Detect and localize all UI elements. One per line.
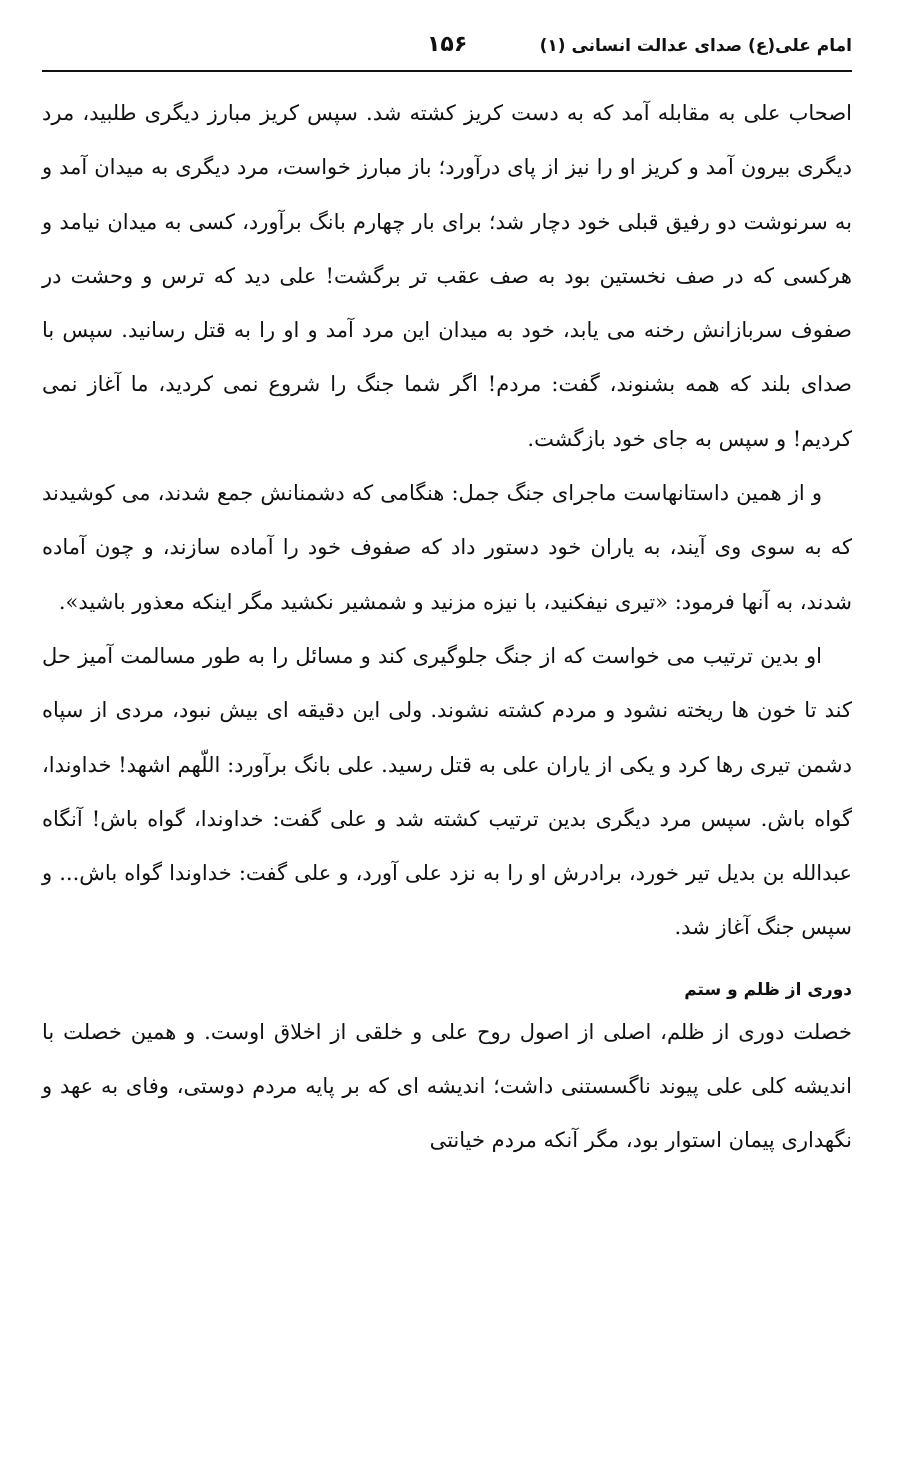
page-number: ۱۵۶ bbox=[427, 32, 468, 57]
paragraph-1: اصحاب علی به مقابله آمد که به دست کریز کشته شد. سپس کریز مبارز دیگری طلبید، مرد دیگری بیرون آمد و کریز او را نیز از پای درآورد؛ باز مبارز خواست، مرد دیگری به میدان آمد و به سرنوشت دو رفیق قبلی خود دچار شد؛ برای بار چهارم بانگ برآورد، کسی به میدان نیامد و هرکسی که در صف نخستین بود به صف عقب تر برگشت! علی دید که ترس و وحشت در صفوف سربازانش رخنه می یابد، خود به میدان این مرد آمد و او را به قتل رسانید. سپس با صدای بلند که همه بشنوند، گفت: مردم! اگر شما جنگ را شروع نمی کردید، ما آغاز نمی کردیم! و سپس به جای خود بازگشت. bbox=[42, 101, 852, 451]
running-header bbox=[42, 30, 852, 72]
book-title: امام علی(ع) صدای عدالت انسانی (۱) bbox=[539, 36, 852, 56]
page-body bbox=[42, 86, 852, 1168]
paragraph-2: و از همین داستانهاست ماجرای جنگ جمل: هنگامی که دشمنانش جمع شدند، می کوشیدند که به سوی وی آیند، به یاران خود دستور داد که صفوف خود را آماده سازند، و چون آماده شدند، به آنها فرمود: «تیری نیفکنید، با نیزه مزنید و شمشیر نکشید مگر اینکه معذور باشید». bbox=[42, 481, 852, 614]
section-paragraph: خصلت دوری از ظلم، اصلی از اصول روح علی و خلقی از اخلاق اوست. و همین خصلت با اندیشه کلی علی پیوند ناگسستنی داشت؛ اندیشه ای که بر پایه مردم دوستی، وفای به عهد و نگهداری پیمان استوار بود، مگر آنکه مردم خیانتی bbox=[42, 1019, 852, 1153]
section-heading: دوری از ظلم و ستم bbox=[684, 979, 852, 1000]
paragraph-3: او بدین ترتیب می خواست که از جنگ جلوگیری کند و مسائل را به طور مسالمت آمیز حل کند تا خون ها ریخته نشود و مردم کشته نشوند. ولی این دقیقه ای بیش نبود، مردی از سپاه دشمن تیری رها کرد و یکی از یاران علی به قتل رسید. علی بانگ برآورد: اللّهم اشهد! خداوندا، گواه باش. سپس مرد دیگری بدین ترتیب کشته شد و علی گفت: خداوندا، گواه باش! آنگاه عبدالله بن بدیل تیر خورد، برادرش او را به نزد علی آورد، و علی گفت: خداوندا گواه باش... و سپس جنگ آغاز شد. bbox=[42, 643, 852, 940]
book-page bbox=[42, 30, 852, 1450]
